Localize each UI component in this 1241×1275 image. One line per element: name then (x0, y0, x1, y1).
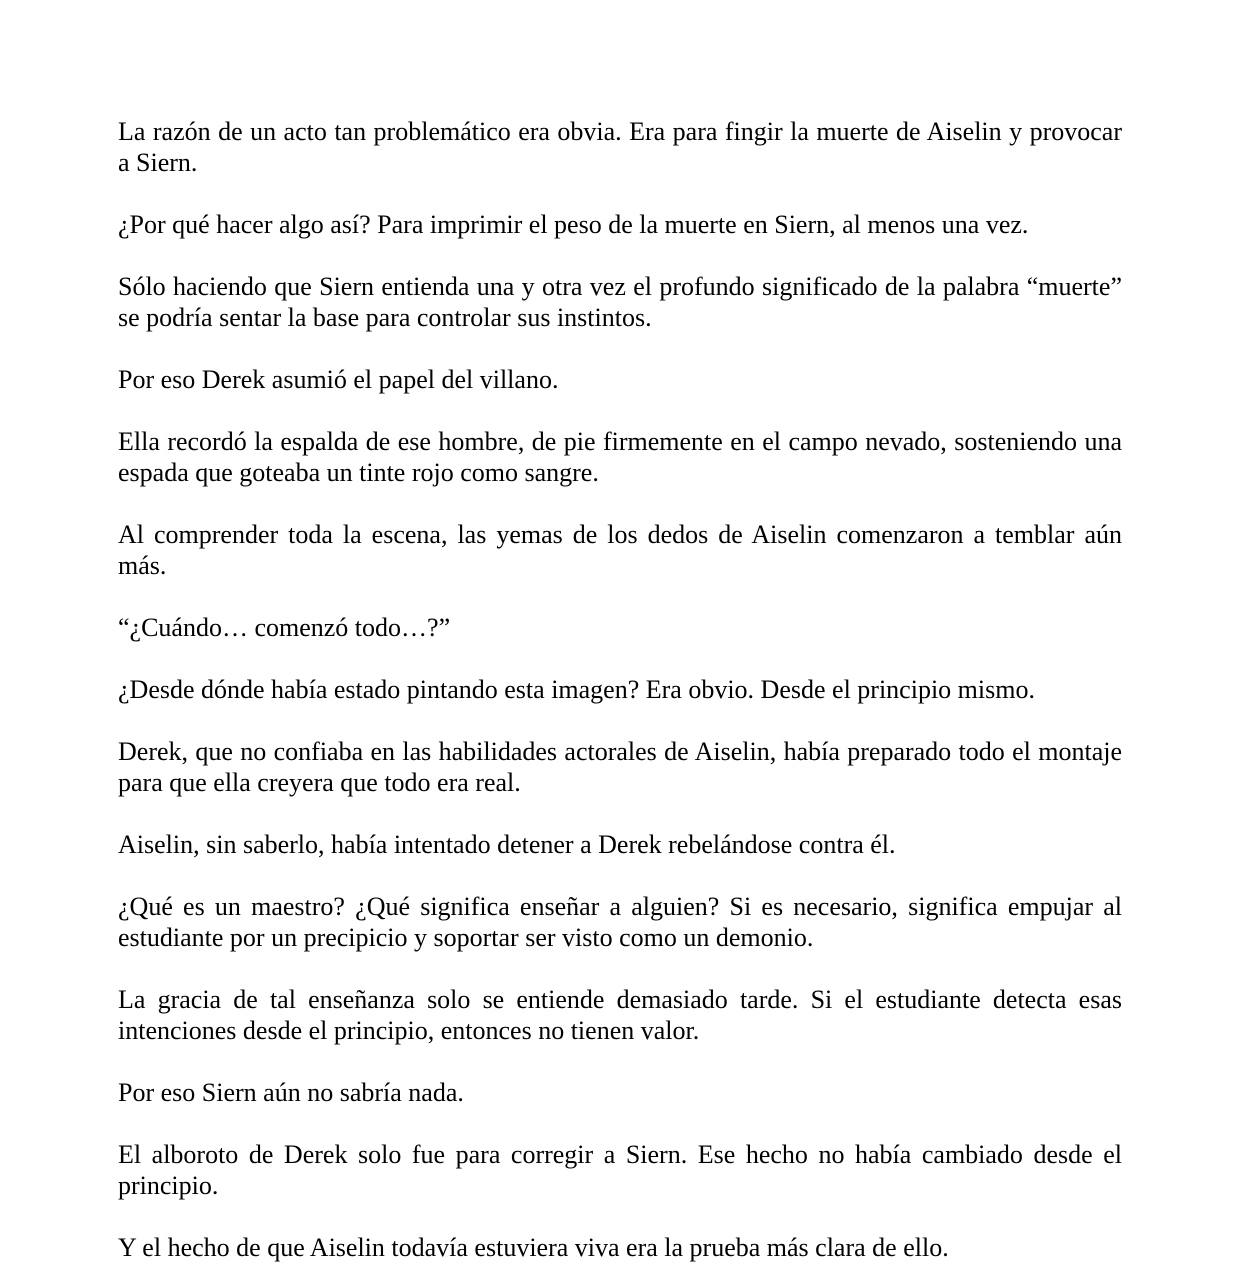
paragraph-12: La gracia de tal enseñanza solo se entiende demasiado tarde. Si el estudiante detecta esas intenciones desde el principio, entonces no tienen valor. (118, 985, 1122, 1045)
paragraph-9: Derek, que no confiaba en las habilidades actorales de Aiselin, había preparado todo el montaje para que ella creyera que todo era real. (118, 737, 1122, 797)
paragraph-13: Por eso Siern aún no sabría nada. (118, 1078, 464, 1107)
paragraph-10: Aiselin, sin saberlo, había intentado detener a Derek rebelándose contra él. (118, 830, 896, 859)
paragraph-2: ¿Por qué hacer algo así? Para imprimir el peso de la muerte en Siern, al menos una vez. (118, 210, 1029, 239)
document-page (118, 116, 1122, 1263)
paragraph-5: Ella recordó la espalda de ese hombre, de pie firmemente en el campo nevado, sosteniendo una espada que goteaba un tinte rojo como sangre. (118, 427, 1122, 487)
paragraph-15: Y el hecho de que Aiselin todavía estuviera viva era la prueba más clara de ello. (118, 1233, 949, 1262)
paragraph-8: ¿Desde dónde había estado pintando esta imagen? Era obvio. Desde el principio mismo. (118, 675, 1035, 704)
paragraph-6: Al comprender toda la escena, las yemas de los dedos de Aiselin comenzaron a temblar aún más. (118, 520, 1122, 580)
paragraph-7: “¿Cuándo… comenzó todo…?” (118, 613, 451, 642)
paragraph-1: La razón de un acto tan problemático era obvia. Era para fingir la muerte de Aiselin y provocar a Siern. (118, 117, 1122, 177)
paragraph-14: El alboroto de Derek solo fue para corregir a Siern. Ese hecho no había cambiado desde el principio. (118, 1140, 1122, 1200)
paragraph-11: ¿Qué es un maestro? ¿Qué significa enseñar a alguien? Si es necesario, significa empujar al estudiante por un precipicio y soportar ser visto como un demonio. (118, 892, 1122, 952)
paragraph-4: Por eso Derek asumió el papel del villano. (118, 365, 559, 394)
paragraph-3: Sólo haciendo que Siern entienda una y otra vez el profundo significado de la palabra “muerte” se podría sentar la base para controlar sus instintos. (118, 272, 1122, 332)
